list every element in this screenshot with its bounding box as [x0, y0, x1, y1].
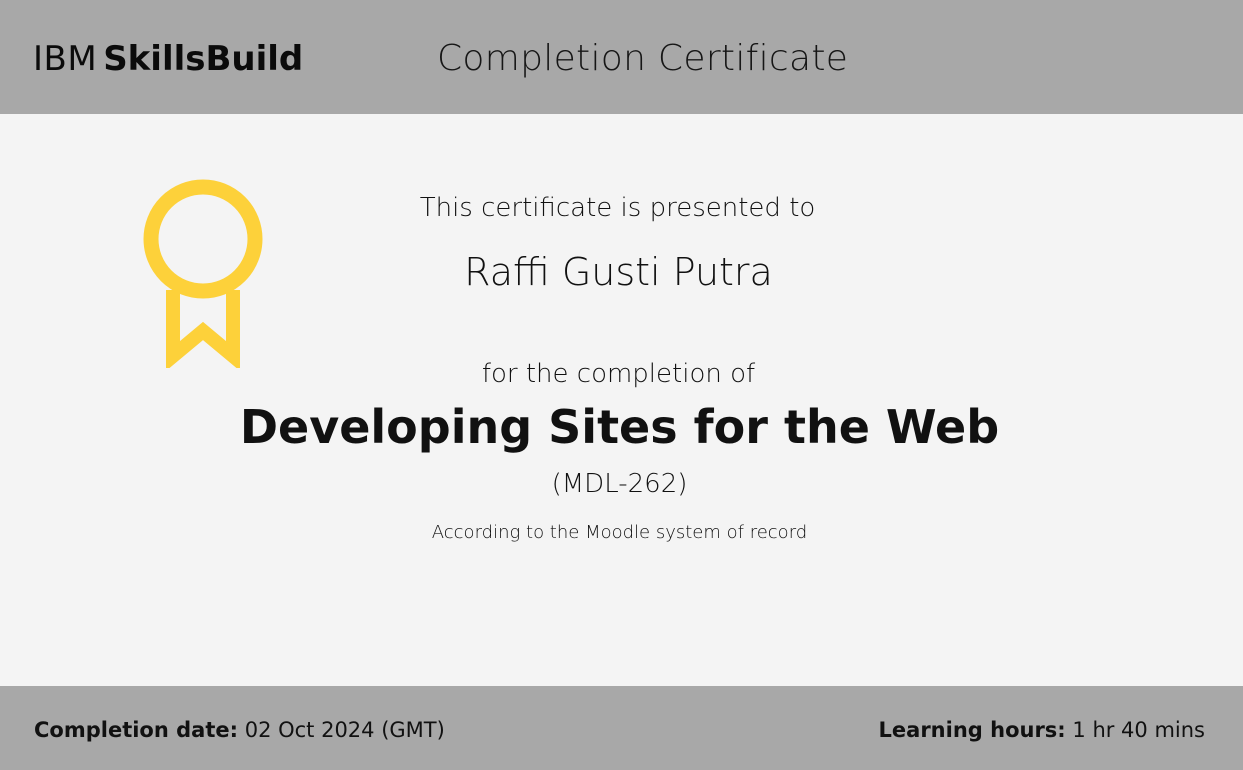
completion-date-value: 02 Oct 2024 (GMT)	[244, 718, 445, 742]
brand-skillsbuild: SkillsBuild	[103, 39, 304, 79]
learning-hours	[879, 716, 1205, 744]
learning-hours-label: Learning hours:	[878, 718, 1066, 742]
certificate-footer	[0, 686, 1243, 770]
course-code: (MDL-262)	[551, 469, 688, 499]
certificate-header	[0, 0, 1243, 114]
learning-hours-value: 1 hr 40 mins	[1072, 718, 1205, 742]
brand-ibm: IBM	[33, 39, 98, 79]
completion-intro-text: for the completion of	[481, 359, 756, 389]
presented-to-text: This certificate is presented to	[419, 193, 816, 223]
course-name: Developing Sites for the Web	[239, 400, 1000, 454]
document-title: Completion Certificate	[437, 38, 849, 79]
recipient-name: Raffi Gusti Putra	[464, 250, 773, 294]
completion-date	[34, 716, 445, 744]
completion-date-label: Completion date:	[34, 718, 239, 742]
system-of-record-note: According to the Moodle system of record	[431, 522, 808, 543]
brand-logo	[33, 38, 303, 80]
